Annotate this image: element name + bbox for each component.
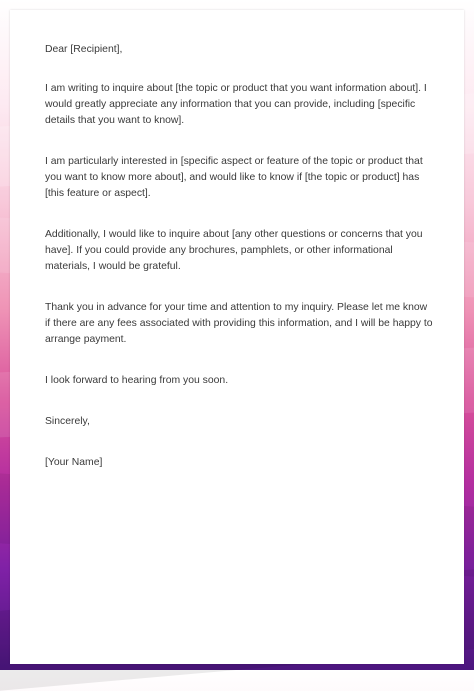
letter-paragraph: Thank you in advance for your time and attention to my inquiry. Please let me know if there are any fees associated with providing this information, and I will be happy to arrange payment. <box>45 302 433 345</box>
letter-page <box>10 10 464 664</box>
letter-signature: [Your Name] <box>45 457 103 468</box>
letter-paragraph: I look forward to hearing from you soon. <box>45 375 229 386</box>
letter-paragraph: Additionally, I would like to inquire about [any other questions or concerns that you have]. If you could provide any brochures, pamphlets, or other informational materials, I would be grateful. <box>45 229 423 272</box>
letter-paragraph: I am particularly interested in [specific aspect or feature of the topic or product that you want to know more about], and would like to know if [the topic or product] has [this feature or aspect]. <box>45 156 423 199</box>
letter-closing: Sincerely, <box>45 416 90 427</box>
letter-paragraph: I am writing to inquire about [the topic or product that you want information about]. I would greatly appreciate any information that you can provide, including [specific details that you want to know]. <box>45 83 427 126</box>
letter-greeting: Dear [Recipient], <box>45 44 123 55</box>
letter-body <box>45 42 435 496</box>
